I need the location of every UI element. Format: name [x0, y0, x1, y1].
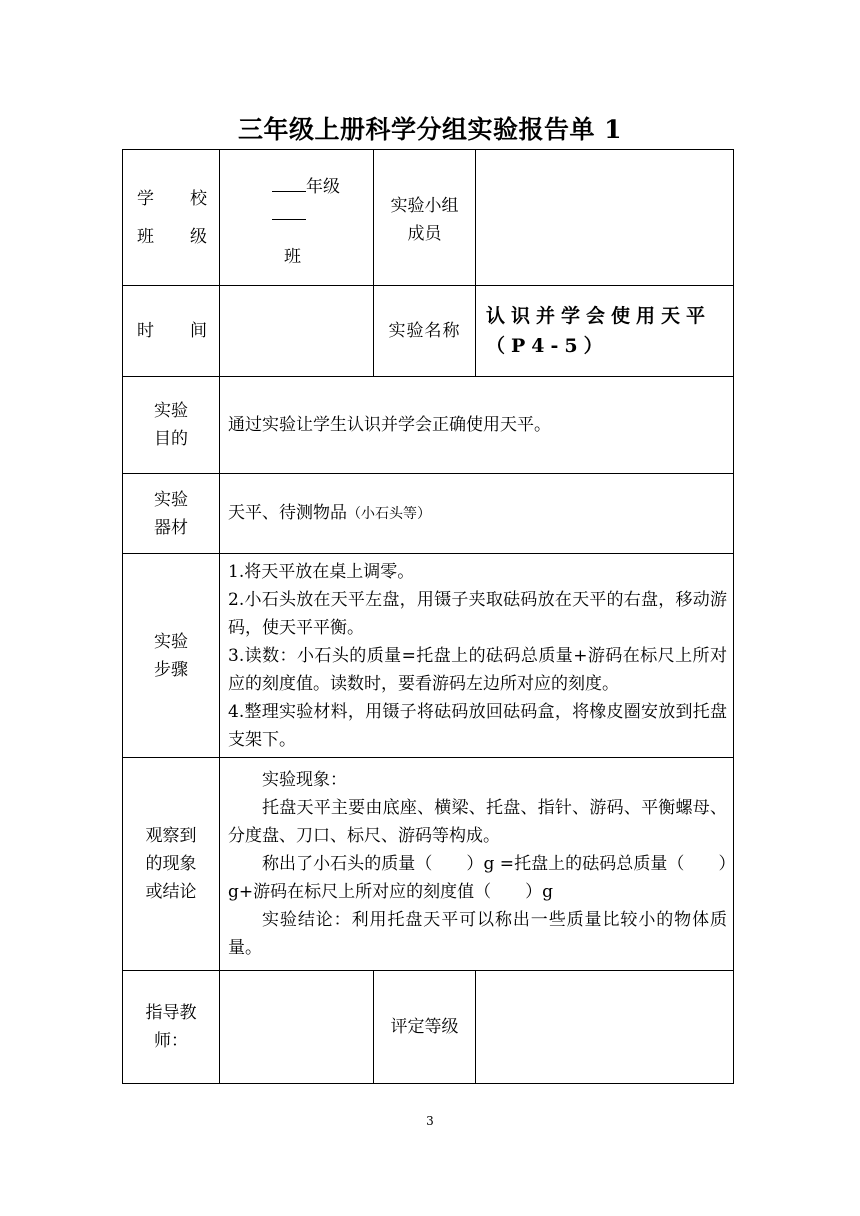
observation-cell	[220, 758, 734, 971]
school-label-char-2: 校	[190, 188, 207, 209]
row-observation	[123, 758, 734, 971]
grade-text: 年级	[306, 176, 340, 197]
grade-blank[interactable]	[272, 173, 306, 192]
row-steps	[123, 554, 734, 758]
row-teacher-grade	[123, 971, 734, 1084]
class-label-char-2: 级	[190, 226, 207, 247]
step-item: 4.整理实验材料，用镊子将砝码放回砝码盒，将橡皮圈安放到托盘支架下。	[228, 701, 727, 750]
purpose-text: 通过实验让学生认识并学会正确使用天平。	[220, 377, 734, 474]
experiment-name-value: 认识并学会使用天平（P4-5）	[476, 286, 734, 377]
grade-value-cell[interactable]	[476, 971, 734, 1084]
class-label-char-1: 班	[137, 226, 154, 247]
steps-label: 实验步骤	[154, 631, 188, 680]
step-item: 2.小石头放在天平左盘，用镊子夹取砝码放在天平的右盘，移动游码，使天平平衡。	[228, 589, 727, 638]
time-label-char-1: 时	[137, 321, 154, 341]
members-label-cell	[374, 150, 476, 286]
row-time-name	[123, 286, 734, 377]
observation-line: 实验现象：	[262, 770, 347, 790]
teacher-label-cell	[123, 971, 220, 1084]
row-purpose	[123, 377, 734, 474]
time-label-char-2: 间	[190, 321, 207, 341]
time-value-cell[interactable]	[220, 286, 374, 377]
purpose-label: 实验目的	[154, 401, 188, 449]
observation-line: 托盘天平主要由底座、横梁、托盘、指针、游码、平衡螺母、分度盘、刀口、标尺、游码等构成。	[228, 798, 727, 846]
page-number: 3	[426, 1114, 434, 1128]
materials-note: （小石头等）	[347, 506, 431, 522]
observation-line: 实验结论：利用托盘天平可以称出一些质量比较小的物体质量。	[228, 910, 727, 958]
school-class-label-cell	[123, 150, 220, 286]
class-text: 班	[284, 246, 301, 267]
time-label-cell	[123, 286, 220, 377]
step-item: 1.将天平放在桌上调零。	[228, 561, 415, 582]
school-label-char-1: 学	[137, 188, 154, 209]
purpose-label-cell	[123, 377, 220, 474]
steps-label-cell	[123, 554, 220, 758]
grade-class-cell[interactable]	[220, 150, 374, 286]
row-materials	[123, 474, 734, 554]
report-table	[122, 149, 734, 1084]
materials-text-cell	[220, 474, 734, 554]
row-school-class	[123, 150, 734, 286]
steps-cell	[220, 554, 734, 758]
teacher-label: 指导教师：	[145, 1003, 197, 1051]
teacher-value-cell[interactable]	[220, 971, 374, 1084]
materials-label-cell	[123, 474, 220, 554]
grade-label: 评定等级	[374, 971, 476, 1084]
observation-line: 称出了小石头的质量（ ）g =托盘上的砝码总质量（ ）g+游码在标尺上所对应的刻度值（ ）g	[228, 854, 727, 902]
members-label: 实验小组成员	[390, 196, 459, 244]
materials-text: 天平、待测物品	[228, 503, 347, 523]
observation-label-cell	[123, 758, 220, 971]
experiment-name-label: 实验名称	[374, 286, 476, 377]
page-title: 三年级上册科学分组实验报告单 1	[237, 115, 623, 144]
class-blank[interactable]	[272, 201, 306, 220]
materials-label: 实验器材	[154, 489, 188, 538]
step-item: 3.读数：小石头的质量=托盘上的砝码总质量+游码在标尺上所对应的刻度值。读数时，要看游码左边所对应的刻度。	[228, 645, 727, 694]
members-value-cell[interactable]	[476, 150, 734, 286]
observation-label: 观察到的现象或结论	[145, 826, 197, 902]
